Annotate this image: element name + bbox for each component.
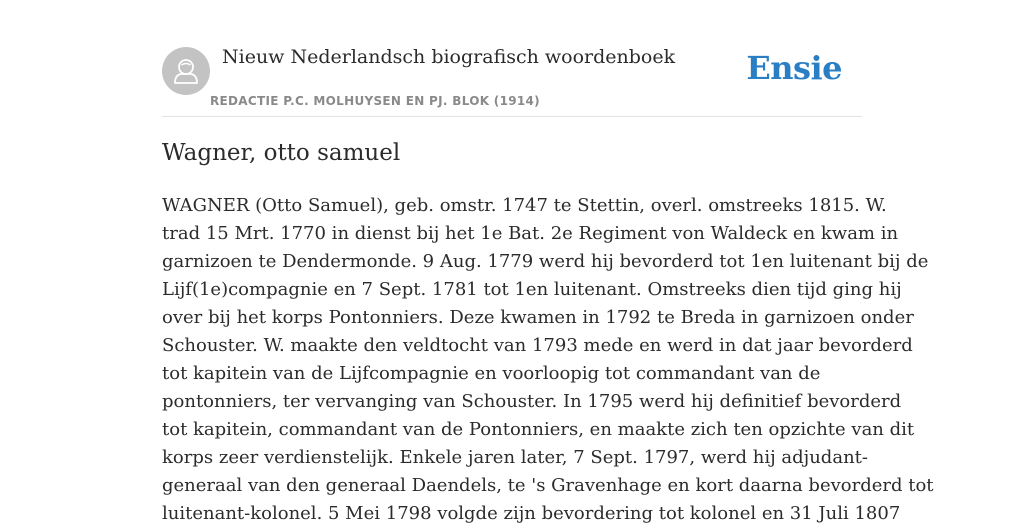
user-icon [162, 47, 210, 95]
entry-body-line: pontonniers, ter vervanging van Schouster. In 1795 werd hij definitief bevorderd [162, 391, 902, 412]
header [162, 40, 862, 117]
entry-body-line: luitenant-kolonel. 5 Mei 1798 volgde zijn bevordering tot kolonel en 31 Juli 1807 [162, 503, 901, 524]
ensie-logo[interactable]: Ensie [746, 49, 842, 87]
entry-body-line: WAGNER (Otto Samuel), geb. omstr. 1747 te Stettin, overl. omstreeks 1815. W. [162, 195, 887, 216]
avatar[interactable] [162, 47, 210, 95]
entry-body-line: korps zeer verdienstelijk. Enkele jaren later, 7 Sept. 1797, werd hij adjudant- [162, 447, 868, 468]
entry-title: Wagner, otto samuel [162, 140, 401, 166]
book-editors: REDACTIE P.C. MOLHUYSEN EN PJ. BLOK (1914) [210, 94, 540, 108]
entry-body-line: over bij het korps Pontonniers. Deze kwamen in 1792 te Breda in garnizoen onder [162, 307, 914, 328]
entry-body-line: garnizoen te Dendermonde. 9 Aug. 1779 werd hij bevorderd tot 1en luitenant bij de [162, 251, 929, 272]
entry-body-line: Schouster. W. maakte den veldtocht van 1793 mede en werd in dat jaar bevorderd [162, 335, 913, 356]
entry-body-line: generaal van den generaal Daendels, te 's Gravenhage en kort daarna bevorderd tot [162, 475, 934, 496]
entry-body-line: trad 15 Mrt. 1770 in dienst bij het 1e Bat. 2e Regiment von Waldeck en kwam in [162, 223, 899, 244]
entry-body [162, 192, 934, 528]
book-title[interactable]: Nieuw Nederlandsch biografisch woordenboek [222, 46, 676, 68]
entry-body-line: tot kapitein, commandant van de Pontonniers, en maakte zich ten opzichte van dit [162, 419, 915, 440]
entry-body-line: Lijf(1e)compagnie en 7 Sept. 1781 tot 1en luitenant. Omstreeks dien tijd ging hij [162, 279, 902, 300]
entry-body-line: tot kapitein van de Lijfcompagnie en voorloopig tot commandant van de [162, 363, 821, 384]
